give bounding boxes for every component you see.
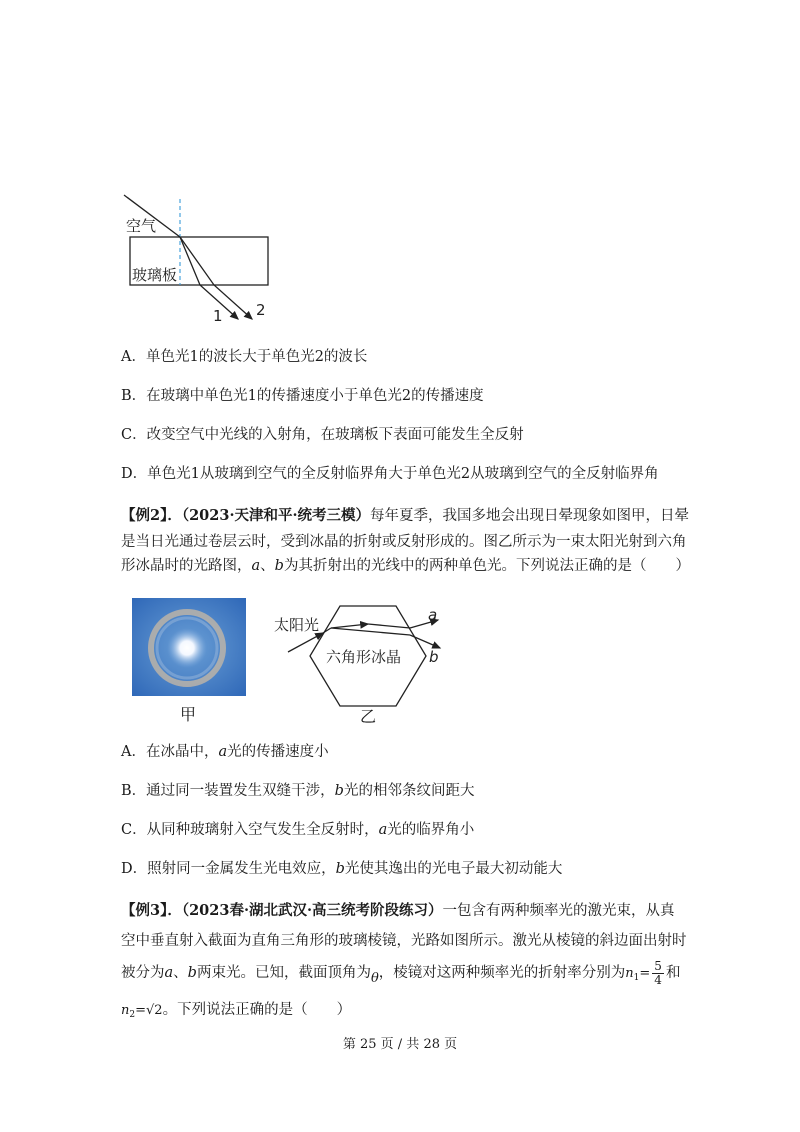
caption-yi: 乙 [360, 707, 377, 726]
ex2-tag: 【例2】．（2023·天津和平·统考三模） [121, 507, 371, 524]
fraction-5-4: $\frac{5}{4}$ [654, 958, 662, 987]
q1-option-c: C．改变空气中光线的入射角，在玻璃板下表面可能发生全反射 [121, 427, 524, 443]
sun-icon [167, 628, 207, 668]
label-air: 空气 [126, 217, 157, 235]
hexagonal-crystal-figure [268, 600, 468, 720]
ex3-line-2: 空中垂直射入截面为直角三角形的玻璃棱镜，光路如图所示。激光从棱镜的斜边面出射时 [121, 933, 687, 949]
ex3-tag: 【例3】．（2023春·湖北武汉·高三统考阶段练习） [121, 902, 443, 919]
label-ray-a: a [428, 606, 438, 624]
page-footer: 第 25 页 / 共 28 页 [342, 1037, 458, 1052]
sun-halo-photo [132, 598, 246, 696]
glass-plate-figure [118, 185, 288, 325]
label-ray-b: b [429, 648, 439, 666]
q1-option-a: A．单色光1的波长大于单色光2的波长 [121, 349, 368, 365]
label-ray-2: 2 [256, 301, 266, 319]
q2-option-d: D．照射同一金属发生光电效应，b光使其逸出的光电子最大初动能大 [121, 861, 563, 877]
ex3-line-1: 【例3】．（2023春·湖北武汉·高三统考阶段练习）一包含有两种频率光的激光束，从真 [121, 902, 675, 919]
q1-option-b: B．在玻璃中单色光1的传播速度小于单色光2的传播速度 [121, 388, 484, 404]
q2-option-c: C．从同种玻璃射入空气发生全反射时，a光的临界角小 [121, 822, 475, 838]
q2-option-a: A．在冰晶中，a光的传播速度小 [121, 744, 329, 760]
ex2-line-2: 是当日光通过卷层云时，受到冰晶的折射或反射形成的。图乙所示为一束太阳光射到六角 [121, 534, 687, 550]
caption-jia: 甲 [180, 705, 197, 724]
label-crystal: 六角形冰晶 [326, 648, 402, 666]
ray-b [410, 635, 440, 648]
label-sunlight: 太阳光 [274, 616, 320, 634]
ex3-line-4: $n_2=√2$。下列说法正确的是（ ） [121, 1002, 352, 1020]
label-glass: 玻璃板 [132, 266, 178, 284]
q1-option-d: D．单色光1从玻璃到空气的全反射临界角大于单色光2从玻璃到空气的全反射临界角 [121, 466, 659, 482]
ex2-line-1: 【例2】．（2023·天津和平·统考三模）每年夏季，我国多地会出现日晕现象如图甲，日晕 [121, 507, 690, 524]
ex3-line-3: 被分为a、b两束光。已知，截面顶角为θ，棱镜对这两种频率光的折射率分别为$n_1=$ $\frac{5}{4}$ 和 [121, 958, 681, 987]
ex2-line-3: 形冰晶时的光路图，a、b为其折射出的光线中的两种单色光。下列说法正确的是（ ） [121, 558, 690, 574]
label-ray-1: 1 [213, 307, 223, 325]
q2-option-b: B．通过同一装置发生双缝干涉，b光的相邻条纹间距大 [121, 783, 475, 799]
